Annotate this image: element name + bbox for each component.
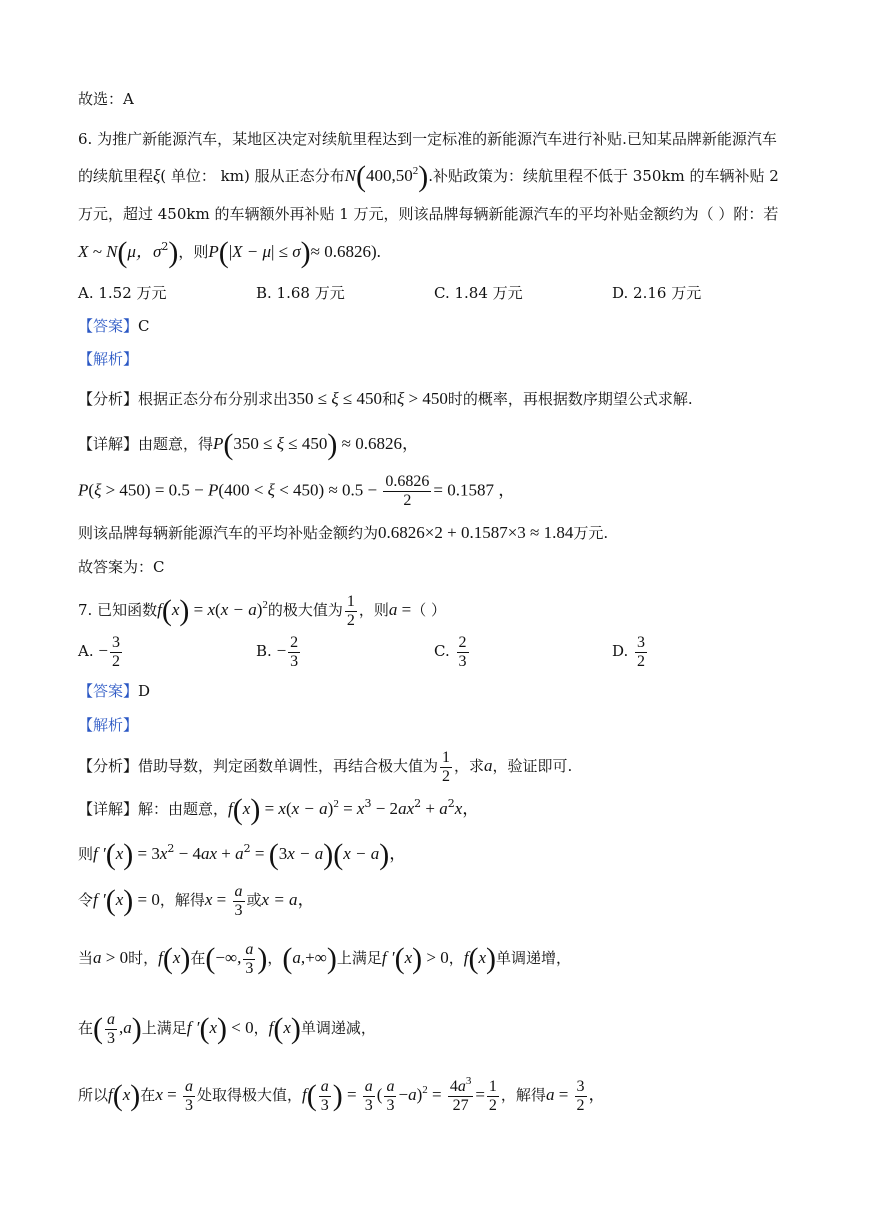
q6-stem-line1: 6. 为推广新能源汽车，某地区决定对续航里程达到一定标准的新能源汽车进行补贴.已知某品牌新能源汽车 <box>78 130 777 148</box>
q6-xiangjie: 【详解】由题意，得P(350 ≤ ξ ≤ 450) ≈ 0.6826， <box>78 428 419 462</box>
q7-analysis-tag: 【解析】 <box>78 716 139 734</box>
q6-stem-line4: X ~ N(μ，$\sigma^2$)，则P(|X − μ| ≤ σ)≈ 0.6826). <box>78 236 381 270</box>
q6-option-d: D. 2.16 万元 <box>612 284 702 302</box>
q6-fenxi: 【分析】根据正态分布分别求出350 ≤ ξ ≤ 450和ξ > 450时的概率，再根据数序期望公式求解. <box>78 389 693 408</box>
q7-maximum: 所以f(x)在x = $\frac{a}{3}$ 处取得极大值，f( $\frac{a}{3}$ ) = $\frac{a}{3}$ ( $\frac{a}{3}$ −a)$^2$ = $\frac{4a^3}{27}$ = $\frac{1}{2}$ ，解得a = $\frac{3}{2}$ ， <box>78 1074 606 1114</box>
q6-option-c: C. 1.84 万元 <box>434 284 523 302</box>
q7-option-d: D. $\frac{3}{2}$ <box>612 633 646 670</box>
q7-option-a: A. − $\frac{3}{2}$ <box>78 633 120 670</box>
q6-answer: 【答案】C <box>78 317 150 335</box>
q7-option-c: C. $\frac{2}{3}$ <box>434 633 467 670</box>
q7-xiangjie: 【详解】解：由题意，$f(x) = x(x - a)^2 = x^3 - 2ax^2 + a^2x$， <box>78 793 480 827</box>
q7-increasing: 当a > 0时，f(x)在(−∞, $\frac{a}{3}$ )，(a,+∞)上满足f ′(x) > 0，f(x)单调递增， <box>78 940 572 977</box>
q7-answer: 【答案】D <box>78 682 151 700</box>
q6-option-a: A. 1.52 万元 <box>78 284 167 302</box>
q7-derivative: 则f $'(x) = 3x^2 - 4ax + a^2 = (3x - a)(x - a)$， <box>78 838 407 872</box>
q6-stem-line3: 万元，超过 450km 的车辆额外再补贴 1 万元，则该品牌每辆新能源汽车的平均补贴金额约为（ ）附：若 <box>78 205 779 223</box>
q7-zeros: 令f ′(x) = 0，解得x = $\frac{a}{3}$ 或x = a， <box>78 882 315 919</box>
q7-fenxi: 【分析】借助导数，判定函数单调性，再结合极大值为 $\frac{1}{2}$ ，求a，验证即可. <box>78 748 573 785</box>
q7-decreasing: 在( $\frac{a}{3}$ ,a)上满足f ′(x) < 0，f(x)单调递减， <box>78 1010 376 1047</box>
q6-stem-line2: 的续航里程ξ( 单位： km) 服从正态分布N(400,50$^2$).补贴政策为：续航里程不低于 350km 的车辆补贴 2 <box>78 160 779 194</box>
q6-analysis-tag: 【解析】 <box>78 350 139 368</box>
q6-prob-calc: P(ξ > 450) = 0.5 − P(400 < ξ < 450) ≈ 0.5 − $\frac{0.6826}{2}$ = 0.1587 ， <box>78 473 516 509</box>
previous-answer: 故选：A <box>78 90 134 108</box>
q6-average: 则该品牌每辆新能源汽车的平均补贴金额约为0.6826×2 + 0.1587×3 ≈ 1.84万元. <box>78 523 609 542</box>
q7-stem: 7. 已知函数$f(x) = x(x - a)^2$的极大值为 $\frac{1}{2}$ ，则a =（ ） <box>78 592 447 629</box>
q7-option-b: B. − $\frac{2}{3}$ <box>256 633 299 670</box>
q6-conclusion: 故答案为：C <box>78 558 165 576</box>
q6-option-b: B. 1.68 万元 <box>256 284 345 302</box>
